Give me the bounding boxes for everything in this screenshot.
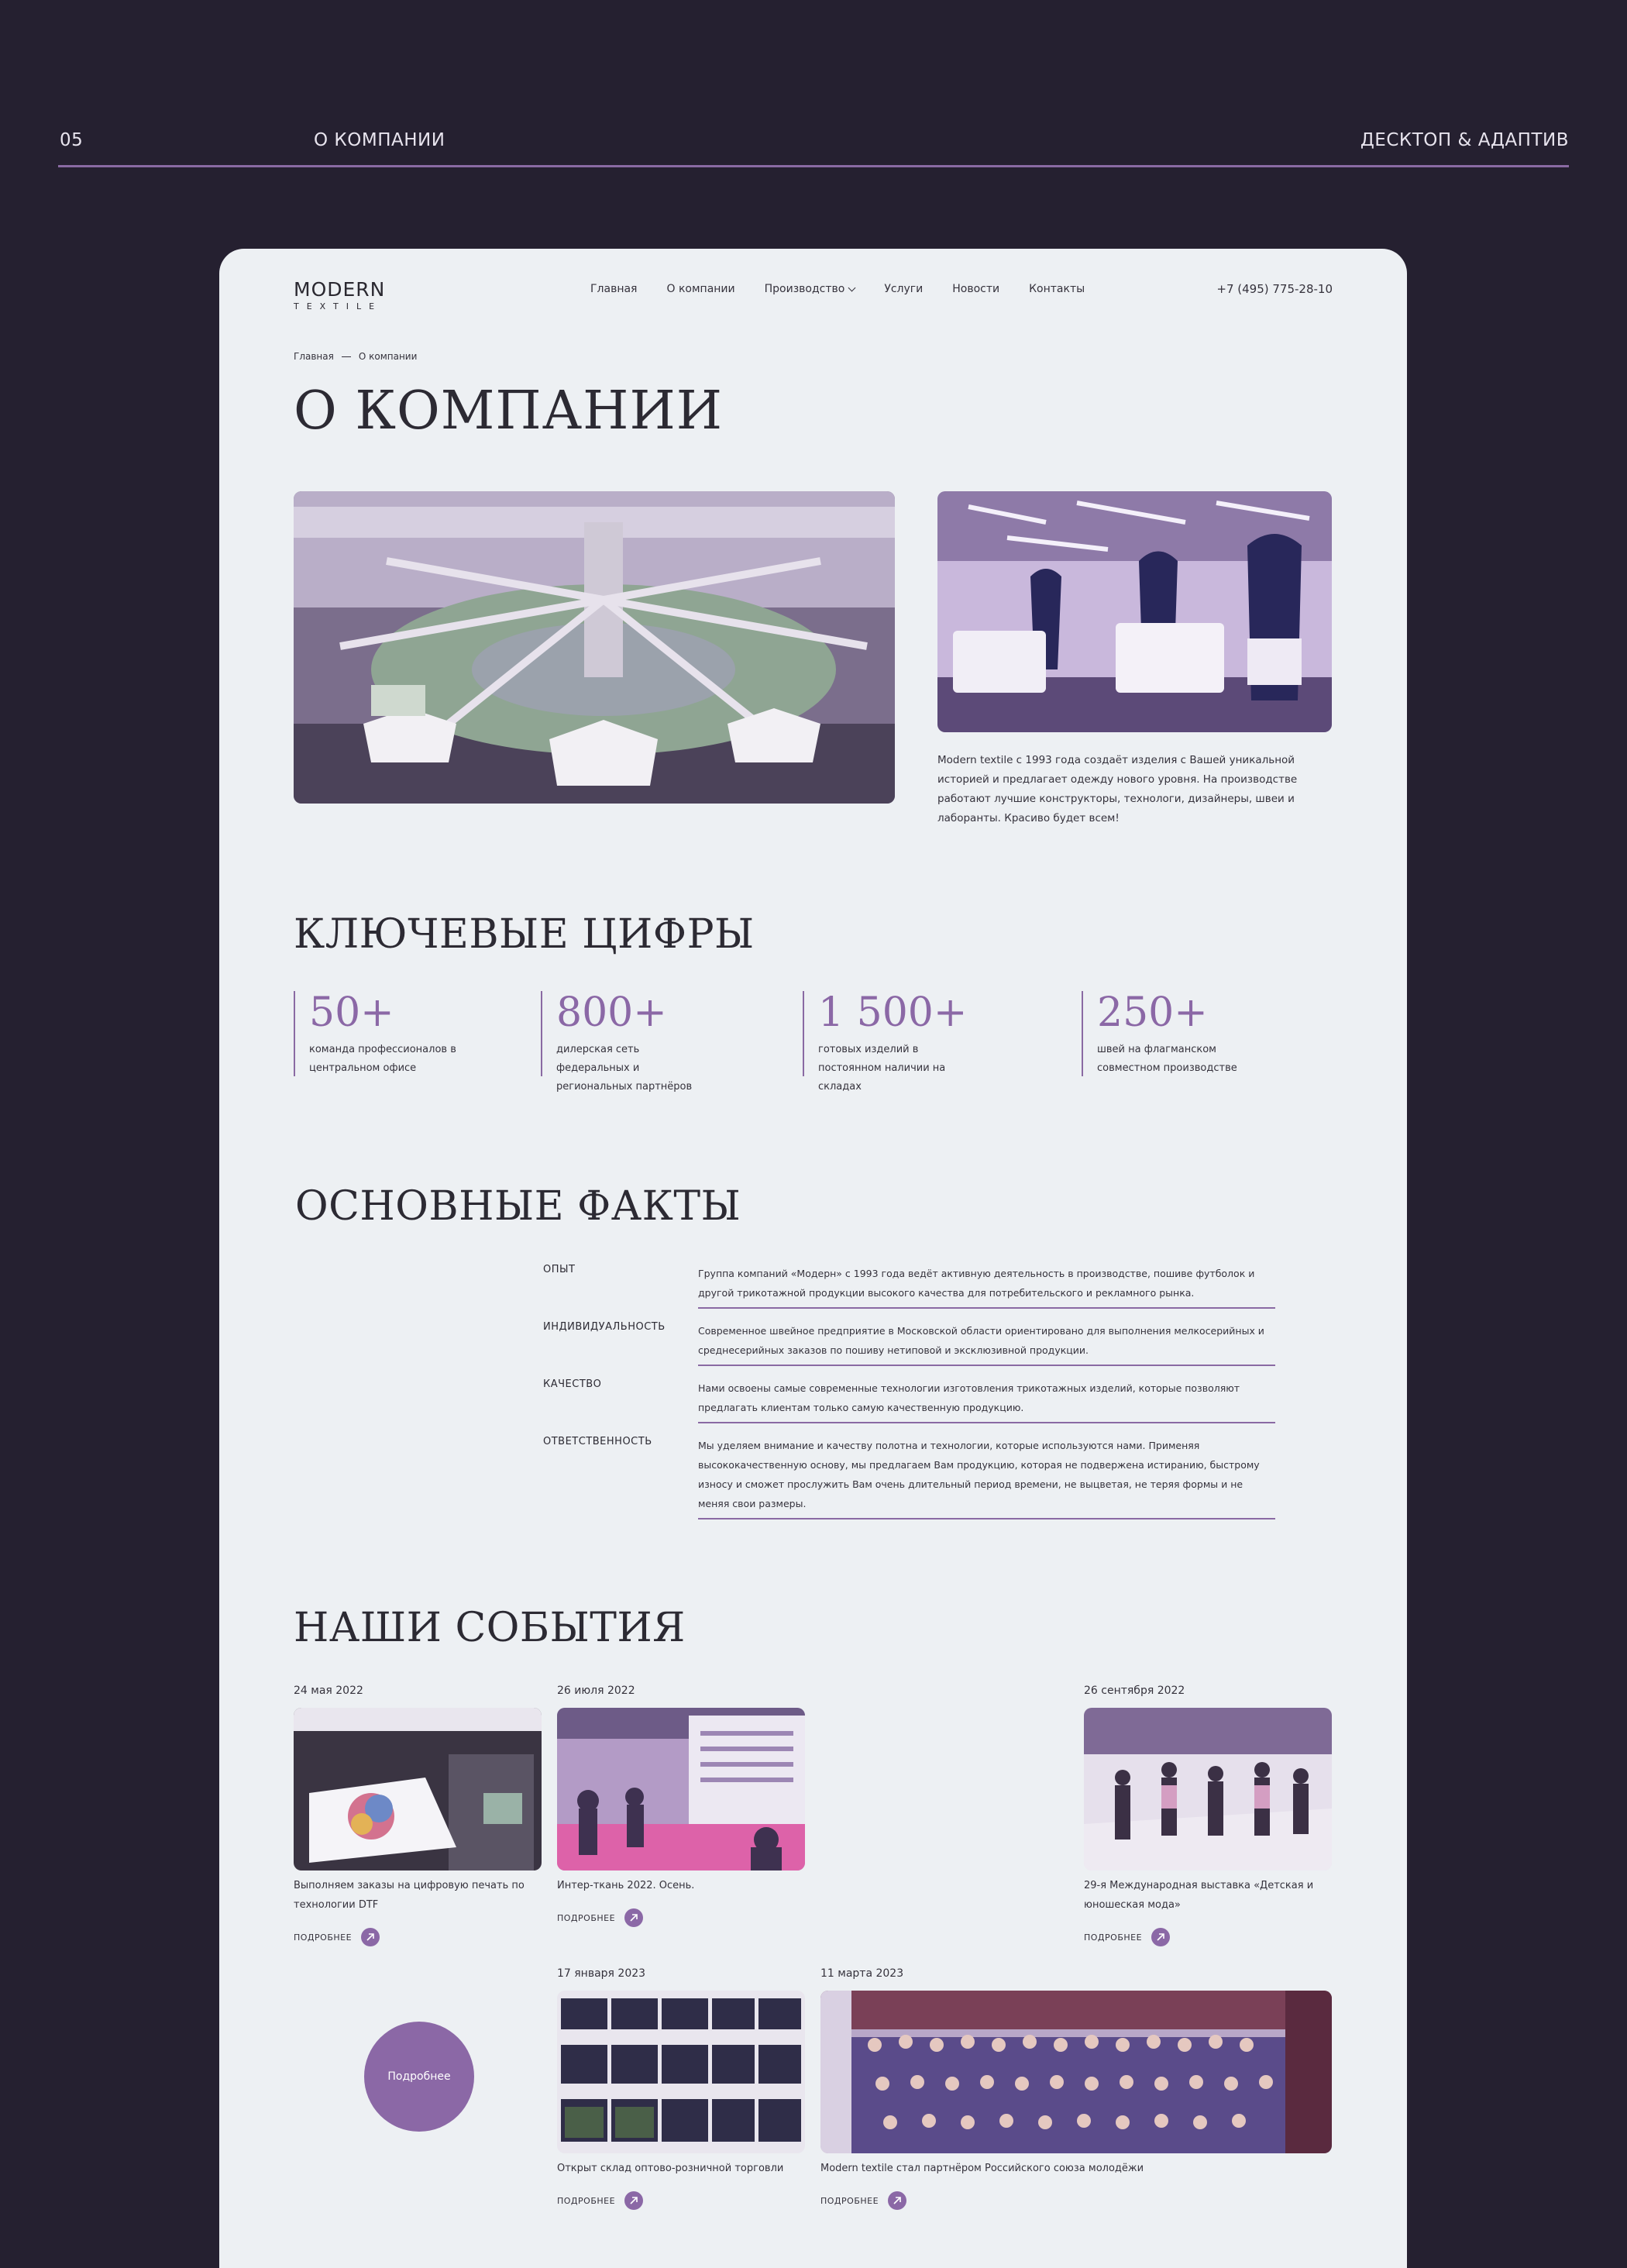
event-date: 24 мая 2022 [294, 1685, 363, 1697]
event-date: 26 июля 2022 [557, 1685, 635, 1697]
event-date: 26 сентября 2022 [1084, 1685, 1185, 1697]
event-title: Выполняем заказы на цифровую печать по технологии DTF [294, 1880, 525, 1911]
stat-label: команда профессионалов в центральном офисе [309, 1044, 456, 1074]
nav-contacts[interactable]: Контакты [1029, 283, 1085, 295]
nav-news[interactable]: Новости [952, 283, 1000, 295]
event-image-warehouse[interactable] [557, 1991, 805, 2153]
page-mockup [219, 249, 1407, 2268]
stat-value: 800+ [556, 989, 667, 1036]
event-more-link[interactable] [294, 1928, 380, 1946]
more-label: ПОДРОБНЕЕ [820, 2195, 879, 2206]
phone-link[interactable]: +7 (495) 775-28-10 [1216, 282, 1333, 296]
fact-term: ОПЫТ [543, 1264, 576, 1275]
event-title: Modern textile стал партнёром Российского союза молодёжи [820, 2163, 1144, 2174]
nav-production-label: Производство [764, 283, 845, 295]
main-nav [590, 283, 1114, 295]
nav-services[interactable]: Услуги [884, 283, 924, 295]
intro-text: Modern textile с 1993 года создаёт изделия с Вашей уникальной историей и предлагает одежду нового уровня. На производстве работают лучшие конструкторы, технологи, дизайнеры, швеи и лаборанты. Красиво будет всем! [937, 754, 1298, 824]
logo[interactable] [294, 278, 386, 311]
page-title: О КОМПАНИИ [294, 380, 724, 442]
chevron-down-icon [848, 284, 856, 291]
nav-home[interactable]: Главная [590, 283, 638, 295]
facts-title: ОСНОВНЫЕ ФАКТЫ [295, 1183, 741, 1230]
fact-desc: Мы уделяем внимание и качеству полотна и технологии, которые используются нами. Применяя высококачественную основу, мы предлагаем Вам продукцию, которая не подвержена истиранию, быстрому износу и сможет прослужить Вам очень длительный период времени, не выцветая, не теряя формы и не меняя свои размеры. [698, 1436, 1275, 1519]
event-title: 29-я Международная выставка «Детская и юношеская мода» [1084, 1880, 1314, 1911]
more-label: ПОДРОБНЕЕ [294, 1932, 353, 1943]
nav-about[interactable]: О компании [666, 283, 735, 295]
slide-number: 05 [60, 130, 84, 150]
stat-stock [803, 989, 973, 1093]
event-title: Открыт склад оптово-розничной торговли [557, 2163, 784, 2174]
breadcrumb-current: О компании [358, 351, 418, 362]
stat-value: 50+ [309, 989, 394, 1036]
arrow-up-right-icon [888, 2191, 906, 2210]
stat-seamstresses [1082, 991, 1244, 1076]
stat-dealers [541, 989, 711, 1093]
event-more-link[interactable] [557, 1908, 643, 1927]
events-title: НАШИ СОБЫТИЯ [294, 1605, 686, 1651]
stat-team [294, 991, 456, 1076]
stat-label: дилерская сеть федеральных и региональных партнёров [556, 1044, 693, 1093]
event-more-link[interactable] [820, 2191, 906, 2210]
fact-desc: Группа компаний «Модерн» с 1993 года ведёт активную деятельность в производстве, пошиве футболок и другой трикотажной продукции высокого качества для потребительского и рекламного рынка. [698, 1264, 1275, 1309]
nav-production[interactable] [765, 283, 855, 295]
event-image-exhibition[interactable] [557, 1708, 805, 1870]
fact-desc: Нами освоены самые современные технологии изготовления трикотажных изделий, которые позволяют предлагать клиентам только самую качественную продукцию. [698, 1378, 1275, 1423]
arrow-up-right-icon [1151, 1928, 1170, 1946]
fact-term: ИНДИВИДУАЛЬНОСТЬ [543, 1321, 666, 1333]
fact-term: КАЧЕСТВО [543, 1378, 602, 1390]
more-label: ПОДРОБНЕЕ [1084, 1932, 1143, 1943]
key-figures-title: КЛЮЧЕВЫЕ ЦИФРЫ [294, 911, 755, 958]
breadcrumb-separator [342, 356, 351, 357]
event-more-link[interactable] [557, 2191, 643, 2210]
event-image-group-photo[interactable] [820, 1991, 1332, 2153]
slide-section: О КОМПАНИИ [314, 130, 445, 150]
slide-caption: ДЕСКТОП & АДАПТИВ [1360, 130, 1569, 150]
fact-term: ОТВЕТСТВЕННОСТЬ [543, 1436, 652, 1447]
event-image-dtf[interactable] [294, 1708, 542, 1870]
breadcrumb [294, 351, 417, 362]
event-image-fashion-show[interactable] [1084, 1708, 1332, 1870]
event-title: Интер-ткань 2022. Осень. [557, 1880, 695, 1891]
stat-label: готовых изделий в постоянном наличии на складах [818, 1044, 946, 1093]
event-date: 11 марта 2023 [820, 1967, 904, 1980]
breadcrumb-home[interactable]: Главная [294, 351, 334, 362]
arrow-up-right-icon [361, 1928, 380, 1946]
arrow-up-right-icon [624, 1908, 643, 1927]
presentation-header [58, 130, 1569, 167]
stat-label: швей на флагманском совместном производстве [1097, 1044, 1237, 1074]
more-label: ПОДРОБНЕЕ [557, 2195, 616, 2206]
stat-value: 250+ [1097, 989, 1208, 1036]
all-events-button[interactable]: Подробнее [364, 2022, 474, 2132]
more-label: ПОДРОБНЕЕ [557, 1912, 616, 1923]
arrow-up-right-icon [624, 2191, 643, 2210]
logo-main: MODERN [294, 278, 386, 301]
fact-desc: Современное швейное предприятие в Московской области ориентировано для выполнения мелкосерийных и среднесерийных заказов по пошиву нетиповой и эксклюзивной продукции. [698, 1321, 1275, 1366]
logo-sub: TEXTILE [294, 301, 383, 311]
stat-value: 1 500+ [818, 989, 968, 1036]
event-more-link[interactable] [1084, 1928, 1170, 1946]
mannequins-photo [937, 491, 1332, 732]
printing-machine-photo [294, 491, 895, 804]
event-date: 17 января 2023 [557, 1967, 646, 1980]
